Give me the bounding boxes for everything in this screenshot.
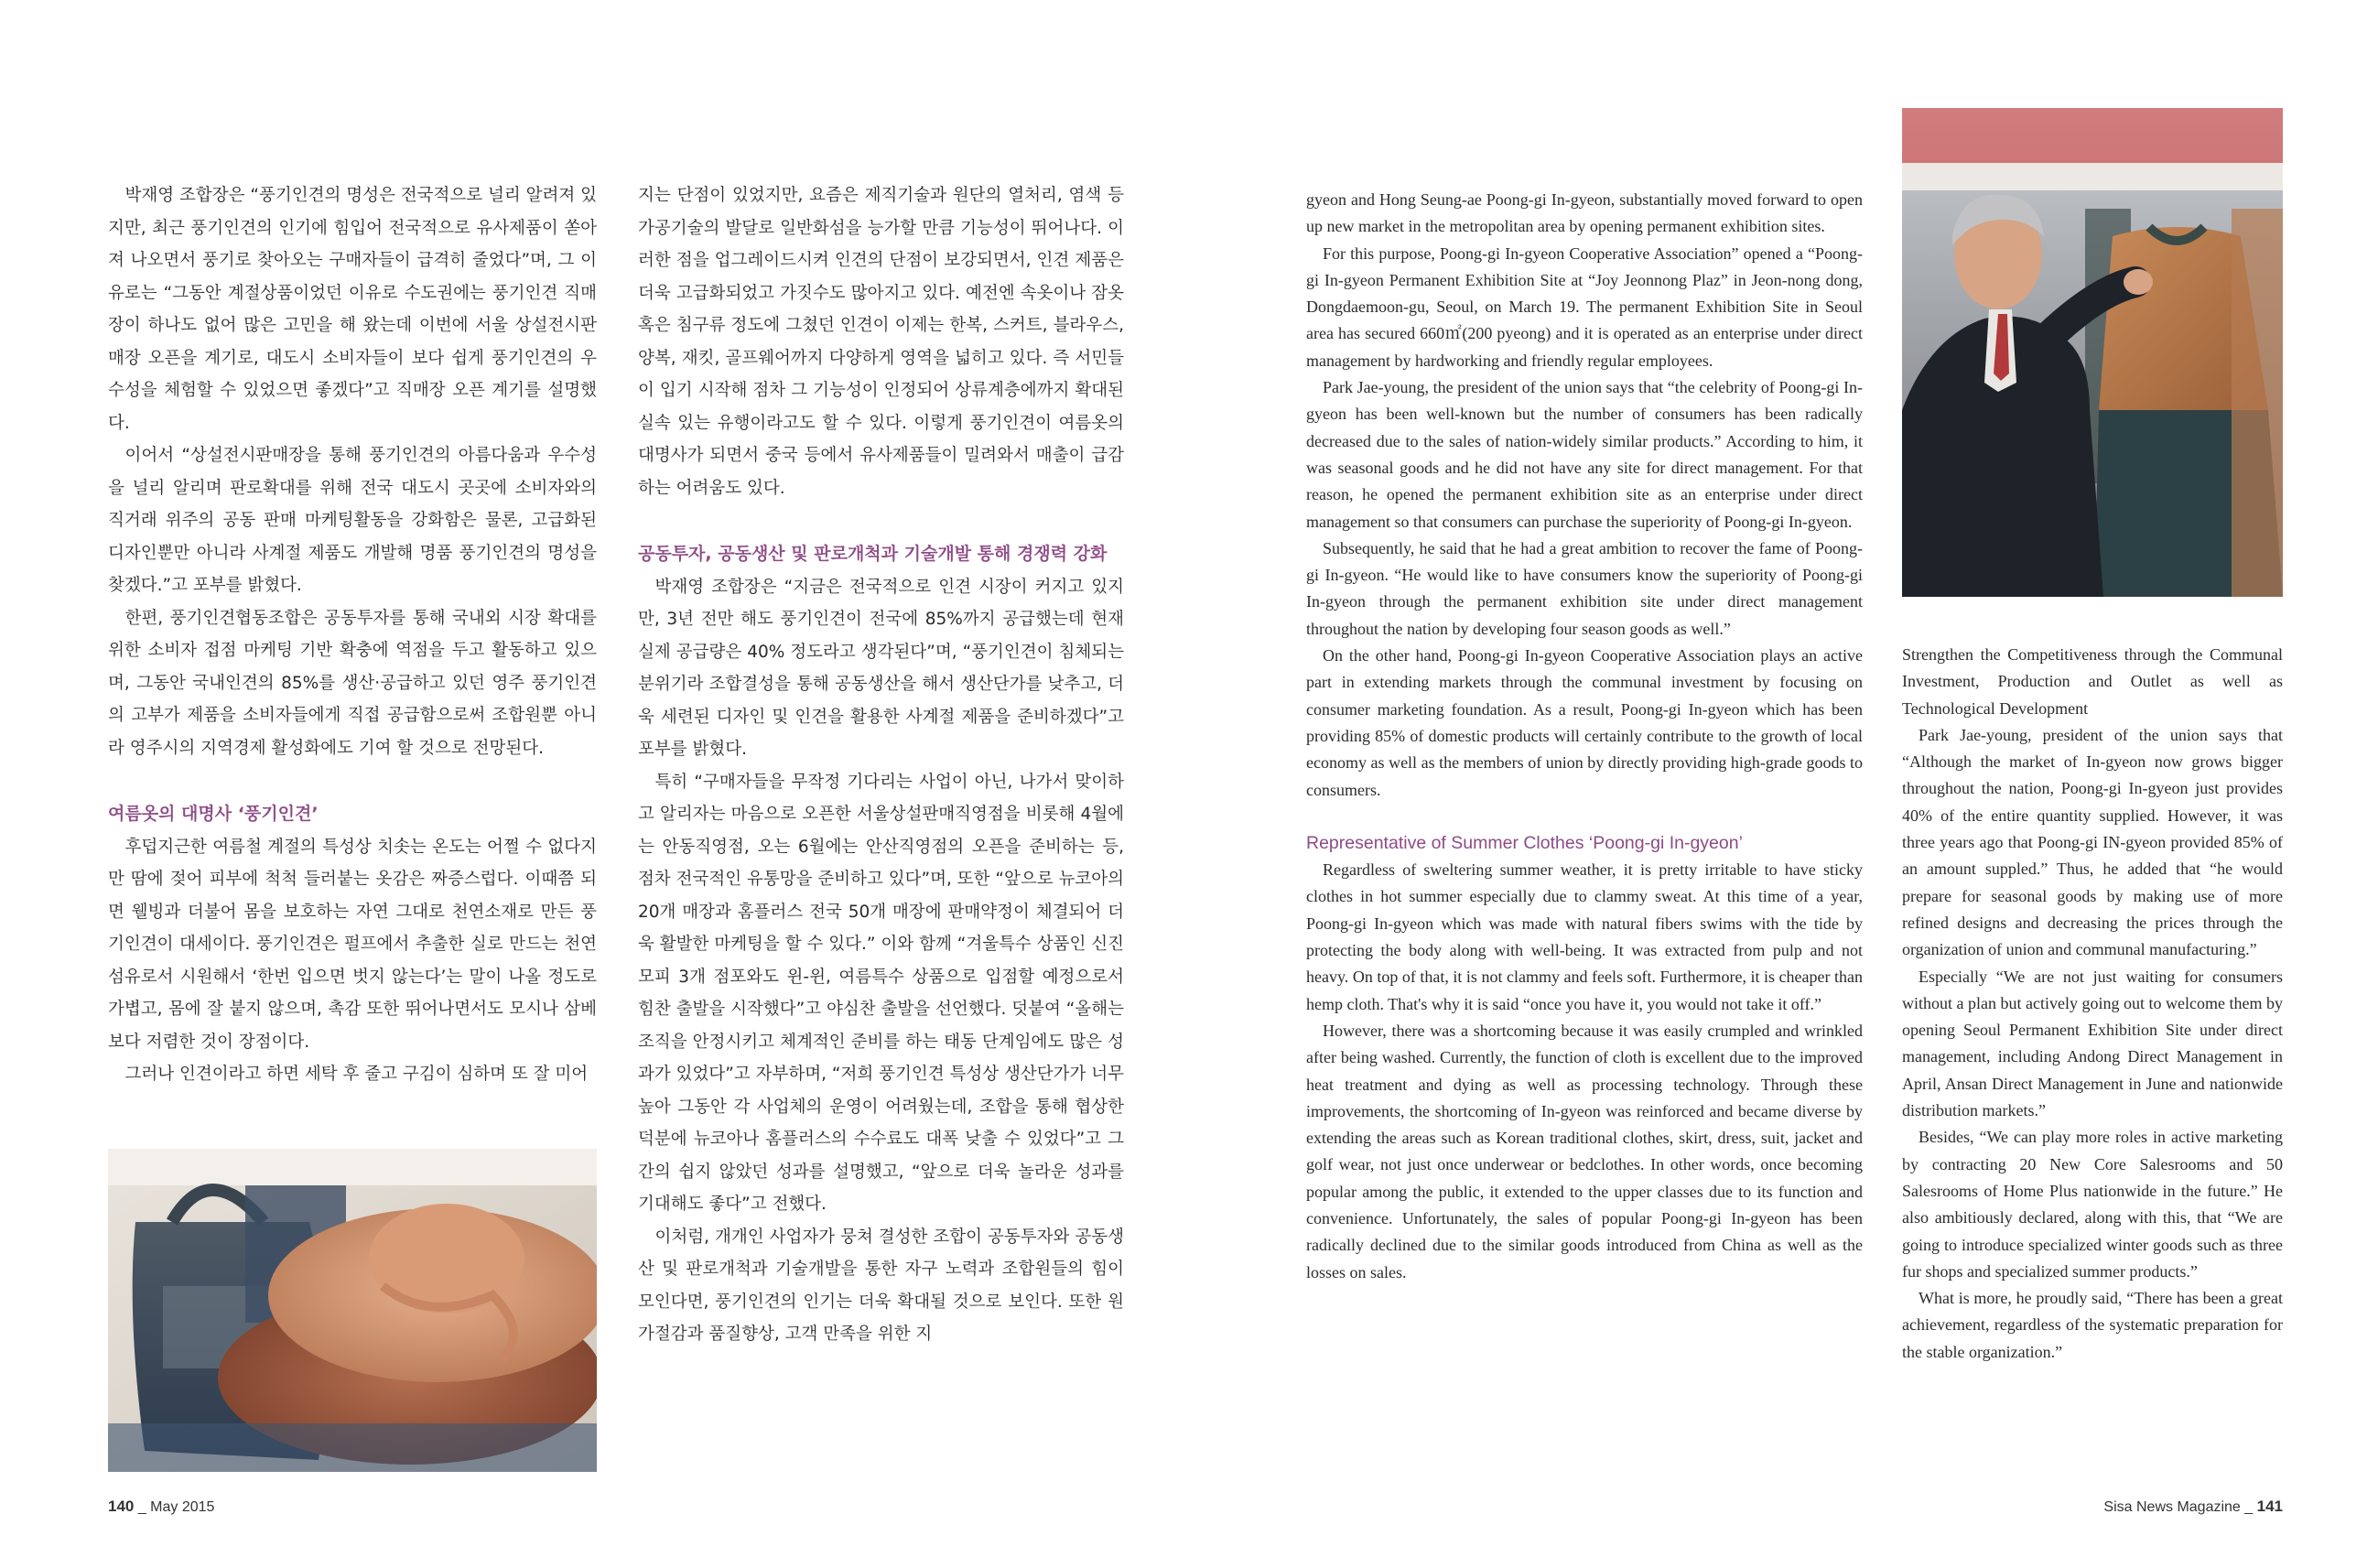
paragraph: gyeon and Hong Seung-ae Poong-gi In-gyeon, substantially moved forward to open up new market in the metropolitan area by opening permanent exhibition sites. (1306, 190, 1863, 236)
paragraph: 특히 “구매자들을 무작정 기다리는 사업이 아닌, 나가서 맞이하고 알리자는 마음으로 오픈한 서울상설판매직영점을 비롯해 4월에는 안동직영점, 오는 6월에는 안산직영점의 오픈을 준비하는 등, 점차 전국적인 유통망을 준비하고 있다”며, 또한 “앞으로 뉴코아의 20개 매장과 홈플러스 전국 50개 매장에 판매약정이 체결되어 더욱 활발한 마케팅을 할 수 있다.” 이와 함께 “겨울특수 상품인 신진모피 3개 점포와도 윈-윈, 여름특수 상품으로 입점할 예정으로서 힘찬 출발을 시작했다”고 야심찬 출발을 선언했다. 덧붙여 “올해는 조직을 안정시키고 체계적인 준비를 하는 태동 단계임에도 많은 성과가 있었다”고 자부하며, “저희 풍기인견 특성상 생산단가가 너무 높아 그동안 각 사업체의 운영이 어려웠는데, 조합을 통해 협상한 덕분에 뉴코아나 홈플러스의 수수료도 대폭 낮출 수 있었다”고 그간의 쉽지 않았던 성과를 설명했고, “앞으로 더욱 놀라운 성과를 기대해도 좋다”고 전했다. (638, 772, 1124, 1214)
right-folio (2087, 1498, 2283, 1516)
paragraph: 박재영 조합장은 “지금은 전국적으로 인견 시장이 커지고 있지만, 3년 전만 해도 풍기인견이 전국에 85%까지 공급했는데 현재 실제 공급량은 40% 정도라고 생각된다”며, “풍기인견이 침체되는 분위기라 조합결성을 통해 공동생산을 해서 생산단가를 낮추고, 더욱 세련된 디자인 및 인견을 활용한 사계절 제품을 준비하겠다”고 포부를 밝혔다. (638, 577, 1124, 759)
right-col-2 (1902, 642, 2283, 1366)
paragraph: 후덥지근한 여름철 계절의 특성상 치솟는 온도는 어쩔 수 없다지만 땀에 젖어 피부에 척척 들러붙는 옷감은 짜증스럽다. 이때쯤 되면 웰빙과 더불어 몸을 보호하는 자연 그대로 천연소재로 만든 풍기인견이 대세이다. 풍기인견은 펄프에서 추출한 실로 만드는 천연섬유로서 시원해서 ‘한번 입으면 벗지 않는다’는 말이 나올 정도로 가볍고, 몸에 잘 붙지 않으며, 촉감 또한 뛰어나면서도 모시나 삼베보다 저렴한 것이 장점이다. (108, 837, 597, 1052)
paragraph: 지는 단점이 있었지만, 요즘은 제직기술과 원단의 열처리, 염색 등 가공기술의 발달로 일반화섬을 능가할 만큼 기능성이 뛰어나다. 이러한 점을 업그레이드시켜 인견의 단점이 보강되면서, 인견 제품은 더욱 고급화되었고 가짓수도 많아지고 있다. 예전엔 속옷이나 잠옷 혹은 침구류 정도에 그쳤던 인견이 이제는 한복, 스커트, 블라우스, 양복, 재킷, 골프웨어까지 다양하게 영역을 넓히고 있다. 즉 서민들이 입기 시작해 점차 그 기능성이 인정되어 상류계층에까지 확대된 실속 있는 유행이라고도 할 수 있다. 이렇게 풍기인견이 여름옷의 대명사가 되면서 중국 등에서 유사제품들이 밀려와서 매출이 급감하는 어려움도 있다. (638, 186, 1124, 498)
section-heading: Representative of Summer Clothes ‘Poong-gi In-gyeon’ (1306, 832, 1743, 853)
paragraph: 이어서 “상설전시판매장을 통해 풍기인견의 아름다움과 우수성을 널리 알리며 판로확대를 위해 전국 대도시 곳곳에 소비자와의 직거래 위주의 공동 판매 마케팅활동을 강화함은 물론, 고급화된 디자인뿐만 아니라 사계절 제품도 개발해 명품 풍기인견의 명성을 찾겠다.”고 포부를 밝혔다. (108, 446, 597, 595)
paragraph: Subsequently, he said that he had a great ambition to recover the fame of Poong-gi In-gyeon. “He would like to have consumers know the superiority of Poong-gi In-gyeon through the permanent exhibition site under direct management throughout the nation by developing four season goods as well.” (1306, 538, 1863, 638)
paragraph: 한편, 풍기인견협동조합은 공동투자를 통해 국내외 시장 확대를 위한 소비자 접점 마케팅 기반 확충에 역점을 두고 활동하고 있으며, 그동안 국내인견의 85%를 생산·공급하고 있던 영주 풍기인견의 고부가 제품을 소비자들에게 직접 공급함으로써 조합원뿐 아니라 영주시의 지역경제 활성화에도 기여 할 것으로 전망된다. (108, 608, 597, 758)
issue-date: _ May 2015 (137, 1499, 215, 1515)
left-folio (108, 1498, 214, 1516)
bags-hats-illustration (108, 1149, 597, 1472)
paragraph: Besides, “We can play more roles in active marketing by contracting 20 New Core Salesrooms and 50 Salesrooms of Home Plus nationwide in the future.” He also ambitiously declared, along with this, that “We are going to introduce specialized winter goods such as three fur shops and specialized summer products.” (1902, 1128, 2283, 1281)
paragraph: Park Jae-young, president of the union says that “Although the market of In-gyeon now grows bigger throughout the nation, Poong-gi In-gyeon just provides 40% of the entire quantity supplied. However, it was three years ago that Poong-gi IN-gyeon provided 85% of an amount suppled.” Thus, he added that “he would prepare for seasonal goods by making use of more refined designs and decreasing the prices through the organization of union and communal manufacturing.” (1902, 725, 2283, 959)
paragraph: Regardless of sweltering summer weather, it is pretty irritable to have sticky clothes in hot summer especially due to clammy sweat. At this time of a year, Poong-gi In-gyeon which was made with natural fibers swims with the tide by protecting the body along with well-being. It was extracted from pulp and not heavy. On top of that, it is not clammy and feels soft. Furthermore, it is cheaper than hemp cloth. That's why it is said “once you have it, you would not take it off.” (1306, 860, 1863, 1013)
section-heading: Strengthen the Competitiveness through the Communal Investment, Production and Outlet as well as Technological Development (1902, 645, 2283, 718)
paragraph: 그러나 인견이라고 하면 세탁 후 줄고 구김이 심하며 또 잘 미어 (124, 1065, 589, 1084)
paragraph: However, there was a shortcoming because it was easily crumpled and wrinkled after being washed. Currently, the function of cloth is excellent due to the improved heat treatment and dying as well as processing technology. Through these improvements, the shortcoming of In-gyeon was reinforced and became diverse by extending the areas such as Korean traditional clothes, skirt, dress, suit, jacket and golf wear, not just once underwear or bedclothes. In other words, once becoming popular among the public, it extended to the upper classes due to its function and convenience. Unfortunately, the sales of popular Poong-gi In-gyeon has been radically declined due to the similar goods introduced from China as well as the losses on sales. (1306, 1021, 1863, 1281)
page-number: 140 (108, 1498, 135, 1515)
left-col-1 (108, 179, 597, 1091)
right-col-1 (1306, 187, 1863, 1286)
bags-hats-photo (108, 1149, 597, 1472)
paragraph: What is more, he proudly said, “There has been a great achievement, regardless of the systematic preparation for the stable organization.” (1902, 1289, 2283, 1361)
paragraph: For this purpose, Poong-gi In-gyeon Cooperative Association” opened a “Poong-gi In-gyeon Permanent Exhibition Site at “Joy Jeonnong Plaz” in Jeon-nong dong, Dongdaemoon-gu, Seoul, on March 19. The permanent Exhibition Site in Seoul area has secured 660㎡(200 pyeong) and it is operated as an enterprise under direct management by hardworking and friendly regular employees. (1306, 243, 1863, 370)
page-number: 141 (2256, 1498, 2283, 1515)
left-col-2 (638, 179, 1124, 1351)
paragraph: Especially “We are not just waiting for consumers without a plan but actively going out to welcome them by opening Seoul Permanent Exhibition Site under direct management, including Andong Direct Management in April, Ansan Direct Management in June and nationwide distribution markets.” (1902, 967, 2283, 1120)
section-heading: 공동투자, 공동생산 및 판로개척과 기술개발 통해 경쟁력 강화 (638, 544, 1108, 564)
section-heading: 여름옷의 대명사 ‘풍기인견’ (108, 804, 319, 824)
president-illustration (1902, 108, 2283, 597)
paragraph: On the other hand, Poong-gi In-gyeon Cooperative Association plays an active part in extending markets through the communal investment by focusing on consumer marketing foundation. As a result, Poong-gi In-gyeon which has been providing 85% of domestic products will certainly contribute to the growth of local economy as well as the members of union by directly providing high-grade goods to consumers. (1306, 646, 1863, 799)
president-photo (1902, 108, 2283, 597)
paragraph: 박재영 조합장은 “풍기인견의 명성은 전국적으로 널리 알려져 있지만, 최근 풍기인견의 인기에 힘입어 전국적으로 유사제품이 쏟아져 나오면서 풍기로 찾아오는 구매자들이 급격히 줄었다”며, 그 이유로는 “그동안 계절상품이었던 이유로 수도권에는 풍기인견 직매장이 하나도 없어 많은 고민을 해 왔는데 이번에 서울 상설전시판매장 오픈을 계기로, 대도시 소비자들이 보다 쉽게 풍기인견의 우수성을 체험할 수 있었으면 좋겠다”고 직매장 오픈 계기를 설명했다. (108, 186, 597, 433)
paragraph: 이처럼, 개개인 사업자가 뭉쳐 결성한 조합이 공동투자와 공동생산 및 판로개척과 기술개발을 통한 자구 노력과 조합원들의 힘이 모인다면, 풍기인견의 인기는 더욱 확대될 것으로 보인다. 또한 원가절감과 품질향상, 고객 만족을 위한 지 (638, 1227, 1124, 1344)
magazine-name: Sisa News Magazine _ (2103, 1499, 2254, 1515)
paragraph: Park Jae-young, the president of the union says that “the celebrity of Poong-gi In-gyeon has been well-known but the number of consumers has been radically decreased due to the sales of nation-widely similar products.” According to him, it was seasonal goods and he did not have any site for direct management. For that reason, he opened the permanent exhibition site as an enterprise under direct management so that consumers can purchase the superiority of Poong-gi In-gyeon. (1306, 378, 1863, 531)
